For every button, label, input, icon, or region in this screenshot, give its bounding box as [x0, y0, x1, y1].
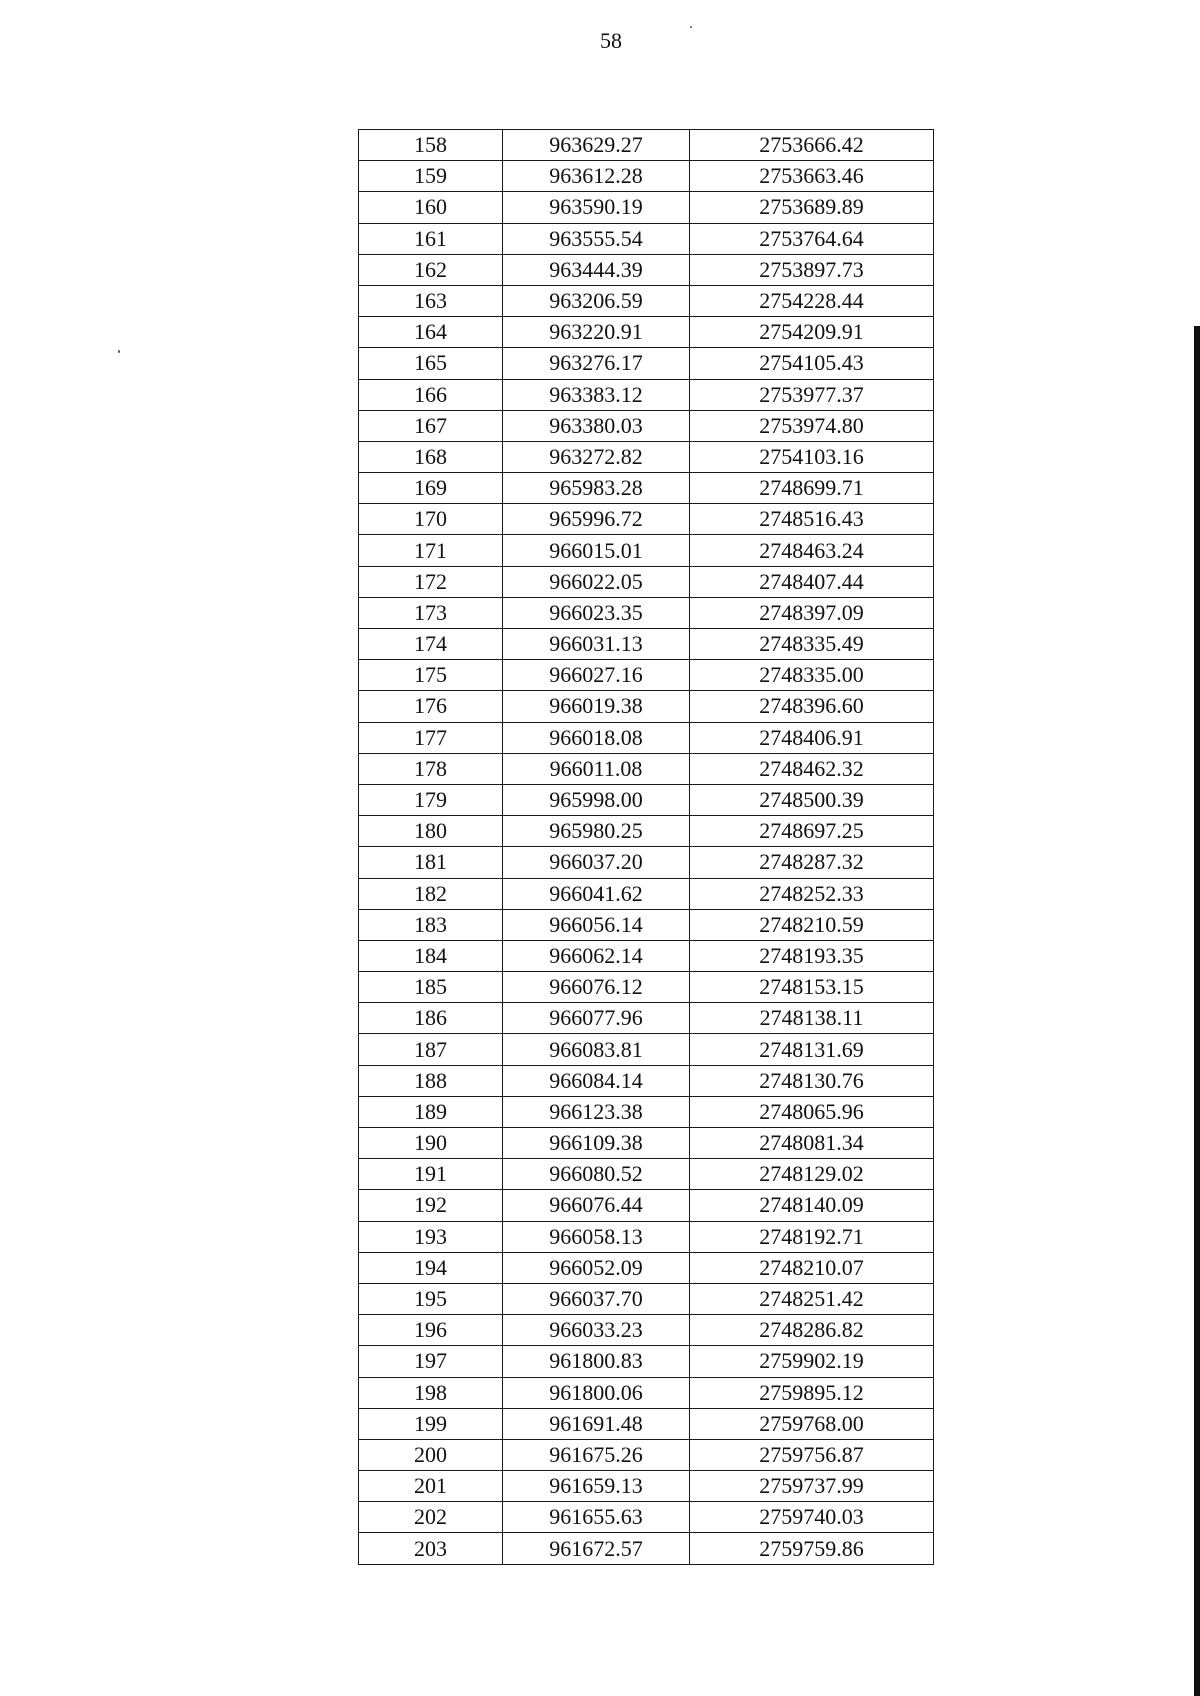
x-coordinate-cell: 966084.14	[503, 1065, 690, 1096]
x-coordinate-cell: 963383.12	[503, 379, 690, 410]
y-coordinate-cell: 2754228.44	[690, 285, 934, 316]
table-row	[359, 629, 934, 660]
y-coordinate-cell: 2748335.00	[690, 660, 934, 691]
y-coordinate-cell: 2753689.89	[690, 192, 934, 223]
point-number-cell: 163	[359, 285, 503, 316]
y-coordinate-cell: 2748252.33	[690, 878, 934, 909]
table-row	[359, 161, 934, 192]
x-coordinate-cell: 966023.35	[503, 597, 690, 628]
point-number-cell: 186	[359, 1003, 503, 1034]
point-number-cell: 168	[359, 441, 503, 472]
x-coordinate-cell: 963590.19	[503, 192, 690, 223]
point-number-cell: 158	[359, 130, 503, 161]
y-coordinate-cell: 2748699.71	[690, 473, 934, 504]
x-coordinate-cell: 966058.13	[503, 1221, 690, 1252]
y-coordinate-cell: 2753897.73	[690, 254, 934, 285]
point-number-cell: 193	[359, 1221, 503, 1252]
table-row	[359, 1408, 934, 1439]
point-number-cell: 177	[359, 722, 503, 753]
point-number-cell: 195	[359, 1283, 503, 1314]
table-row	[359, 317, 934, 348]
table-row	[359, 1159, 934, 1190]
y-coordinate-cell: 2754105.43	[690, 348, 934, 379]
x-coordinate-cell: 966080.52	[503, 1159, 690, 1190]
x-coordinate-cell: 963380.03	[503, 410, 690, 441]
table-row	[359, 1533, 934, 1564]
x-coordinate-cell: 963220.91	[503, 317, 690, 348]
point-number-cell: 196	[359, 1315, 503, 1346]
point-number-cell: 169	[359, 473, 503, 504]
x-coordinate-cell: 966022.05	[503, 566, 690, 597]
y-coordinate-cell: 2748287.32	[690, 847, 934, 878]
table-row	[359, 784, 934, 815]
x-coordinate-cell: 965980.25	[503, 816, 690, 847]
y-coordinate-cell: 2748286.82	[690, 1315, 934, 1346]
point-number-cell: 183	[359, 909, 503, 940]
y-coordinate-cell: 2748065.96	[690, 1096, 934, 1127]
y-coordinate-cell: 2759737.99	[690, 1471, 934, 1502]
x-coordinate-cell: 963555.54	[503, 223, 690, 254]
y-coordinate-cell: 2748516.43	[690, 504, 934, 535]
y-coordinate-cell: 2753974.80	[690, 410, 934, 441]
point-number-cell: 203	[359, 1533, 503, 1564]
point-number-cell: 166	[359, 379, 503, 410]
table-row	[359, 1315, 934, 1346]
x-coordinate-cell: 966077.96	[503, 1003, 690, 1034]
x-coordinate-cell: 966062.14	[503, 940, 690, 971]
table-row	[359, 1003, 934, 1034]
point-number-cell: 202	[359, 1502, 503, 1533]
y-coordinate-cell: 2748335.49	[690, 629, 934, 660]
point-number-cell: 198	[359, 1377, 503, 1408]
point-number-cell: 162	[359, 254, 503, 285]
y-coordinate-cell: 2759902.19	[690, 1346, 934, 1377]
y-coordinate-cell: 2748462.32	[690, 753, 934, 784]
scan-speck	[118, 350, 120, 353]
point-number-cell: 167	[359, 410, 503, 441]
x-coordinate-cell: 966027.16	[503, 660, 690, 691]
x-coordinate-cell: 966033.23	[503, 1315, 690, 1346]
x-coordinate-cell: 966052.09	[503, 1252, 690, 1283]
x-coordinate-cell: 966018.08	[503, 722, 690, 753]
point-number-cell: 182	[359, 878, 503, 909]
point-number-cell: 171	[359, 535, 503, 566]
table-row	[359, 192, 934, 223]
x-coordinate-cell: 963276.17	[503, 348, 690, 379]
y-coordinate-cell: 2748251.42	[690, 1283, 934, 1314]
point-number-cell: 200	[359, 1439, 503, 1470]
point-number-cell: 164	[359, 317, 503, 348]
y-coordinate-cell: 2748130.76	[690, 1065, 934, 1096]
table-row	[359, 816, 934, 847]
table-row	[359, 1502, 934, 1533]
table-row	[359, 1439, 934, 1470]
table-row	[359, 504, 934, 535]
point-number-cell: 179	[359, 784, 503, 815]
point-number-cell: 161	[359, 223, 503, 254]
point-number-cell: 199	[359, 1408, 503, 1439]
y-coordinate-cell: 2748210.59	[690, 909, 934, 940]
table-row	[359, 441, 934, 472]
y-coordinate-cell: 2753764.64	[690, 223, 934, 254]
x-coordinate-cell: 966056.14	[503, 909, 690, 940]
y-coordinate-cell: 2748138.11	[690, 1003, 934, 1034]
table-row	[359, 722, 934, 753]
point-number-cell: 159	[359, 161, 503, 192]
table-row	[359, 691, 934, 722]
x-coordinate-cell: 961655.63	[503, 1502, 690, 1533]
x-coordinate-cell: 966083.81	[503, 1034, 690, 1065]
table-row	[359, 597, 934, 628]
point-number-cell: 188	[359, 1065, 503, 1096]
point-number-cell: 194	[359, 1252, 503, 1283]
table-row	[359, 909, 934, 940]
point-number-cell: 184	[359, 940, 503, 971]
y-coordinate-cell: 2759740.03	[690, 1502, 934, 1533]
x-coordinate-cell: 966019.38	[503, 691, 690, 722]
y-coordinate-cell: 2748397.09	[690, 597, 934, 628]
table-row	[359, 566, 934, 597]
point-number-cell: 189	[359, 1096, 503, 1127]
table-row	[359, 379, 934, 410]
x-coordinate-cell: 961659.13	[503, 1471, 690, 1502]
table-row	[359, 1283, 934, 1314]
y-coordinate-cell: 2748463.24	[690, 535, 934, 566]
table-row	[359, 254, 934, 285]
point-number-cell: 187	[359, 1034, 503, 1065]
page-number: 58	[600, 28, 622, 53]
x-coordinate-cell: 966123.38	[503, 1096, 690, 1127]
table-row	[359, 878, 934, 909]
x-coordinate-cell: 961691.48	[503, 1408, 690, 1439]
x-coordinate-cell: 966109.38	[503, 1128, 690, 1159]
x-coordinate-cell: 961672.57	[503, 1533, 690, 1564]
point-number-cell: 180	[359, 816, 503, 847]
y-coordinate-cell: 2759759.86	[690, 1533, 934, 1564]
y-coordinate-cell: 2748153.15	[690, 972, 934, 1003]
coordinates-table	[358, 129, 934, 1565]
x-coordinate-cell: 965998.00	[503, 784, 690, 815]
x-coordinate-cell: 963612.28	[503, 161, 690, 192]
y-coordinate-cell: 2748407.44	[690, 566, 934, 597]
point-number-cell: 160	[359, 192, 503, 223]
x-coordinate-cell: 966037.70	[503, 1283, 690, 1314]
point-number-cell: 192	[359, 1190, 503, 1221]
point-number-cell: 175	[359, 660, 503, 691]
y-coordinate-cell: 2748081.34	[690, 1128, 934, 1159]
y-coordinate-cell: 2753666.42	[690, 130, 934, 161]
scan-speck	[690, 26, 692, 28]
table-row	[359, 753, 934, 784]
point-number-cell: 173	[359, 597, 503, 628]
y-coordinate-cell: 2748697.25	[690, 816, 934, 847]
y-coordinate-cell: 2748192.71	[690, 1221, 934, 1252]
y-coordinate-cell: 2748193.35	[690, 940, 934, 971]
point-number-cell: 176	[359, 691, 503, 722]
y-coordinate-cell: 2748131.69	[690, 1034, 934, 1065]
x-coordinate-cell: 961675.26	[503, 1439, 690, 1470]
y-coordinate-cell: 2753977.37	[690, 379, 934, 410]
y-coordinate-cell: 2748129.02	[690, 1159, 934, 1190]
point-number-cell: 170	[359, 504, 503, 535]
table-row	[359, 1128, 934, 1159]
table-row	[359, 130, 934, 161]
x-coordinate-cell: 961800.06	[503, 1377, 690, 1408]
y-coordinate-cell: 2748140.09	[690, 1190, 934, 1221]
x-coordinate-cell: 966041.62	[503, 878, 690, 909]
y-coordinate-cell: 2748210.07	[690, 1252, 934, 1283]
y-coordinate-cell: 2753663.46	[690, 161, 934, 192]
point-number-cell: 181	[359, 847, 503, 878]
point-number-cell: 191	[359, 1159, 503, 1190]
table-row	[359, 473, 934, 504]
x-coordinate-cell: 966076.12	[503, 972, 690, 1003]
x-coordinate-cell: 966015.01	[503, 535, 690, 566]
y-coordinate-cell: 2759895.12	[690, 1377, 934, 1408]
table-row	[359, 410, 934, 441]
table-row	[359, 223, 934, 254]
x-coordinate-cell: 963206.59	[503, 285, 690, 316]
table-row	[359, 660, 934, 691]
table-row	[359, 1096, 934, 1127]
table-row	[359, 1190, 934, 1221]
y-coordinate-cell: 2759756.87	[690, 1439, 934, 1470]
x-coordinate-cell: 966031.13	[503, 629, 690, 660]
table-row	[359, 535, 934, 566]
table-row	[359, 1252, 934, 1283]
y-coordinate-cell: 2748500.39	[690, 784, 934, 815]
table-row	[359, 1221, 934, 1252]
table-row	[359, 847, 934, 878]
x-coordinate-cell: 966011.08	[503, 753, 690, 784]
x-coordinate-cell: 963272.82	[503, 441, 690, 472]
scan-edge-bar	[1194, 326, 1200, 1696]
table-row	[359, 1377, 934, 1408]
x-coordinate-cell: 963444.39	[503, 254, 690, 285]
point-number-cell: 172	[359, 566, 503, 597]
point-number-cell: 201	[359, 1471, 503, 1502]
table-row	[359, 940, 934, 971]
y-coordinate-cell: 2754103.16	[690, 441, 934, 472]
y-coordinate-cell: 2748396.60	[690, 691, 934, 722]
x-coordinate-cell: 963629.27	[503, 130, 690, 161]
y-coordinate-cell: 2748406.91	[690, 722, 934, 753]
table-row	[359, 348, 934, 379]
coordinates-table-body	[359, 130, 934, 1565]
x-coordinate-cell: 966076.44	[503, 1190, 690, 1221]
x-coordinate-cell: 961800.83	[503, 1346, 690, 1377]
table-row	[359, 285, 934, 316]
table-row	[359, 1346, 934, 1377]
y-coordinate-cell: 2759768.00	[690, 1408, 934, 1439]
x-coordinate-cell: 966037.20	[503, 847, 690, 878]
x-coordinate-cell: 965983.28	[503, 473, 690, 504]
point-number-cell: 190	[359, 1128, 503, 1159]
table-row	[359, 1471, 934, 1502]
point-number-cell: 197	[359, 1346, 503, 1377]
y-coordinate-cell: 2754209.91	[690, 317, 934, 348]
table-row	[359, 1065, 934, 1096]
point-number-cell: 178	[359, 753, 503, 784]
point-number-cell: 185	[359, 972, 503, 1003]
table-row	[359, 1034, 934, 1065]
x-coordinate-cell: 965996.72	[503, 504, 690, 535]
table-row	[359, 972, 934, 1003]
point-number-cell: 165	[359, 348, 503, 379]
point-number-cell: 174	[359, 629, 503, 660]
